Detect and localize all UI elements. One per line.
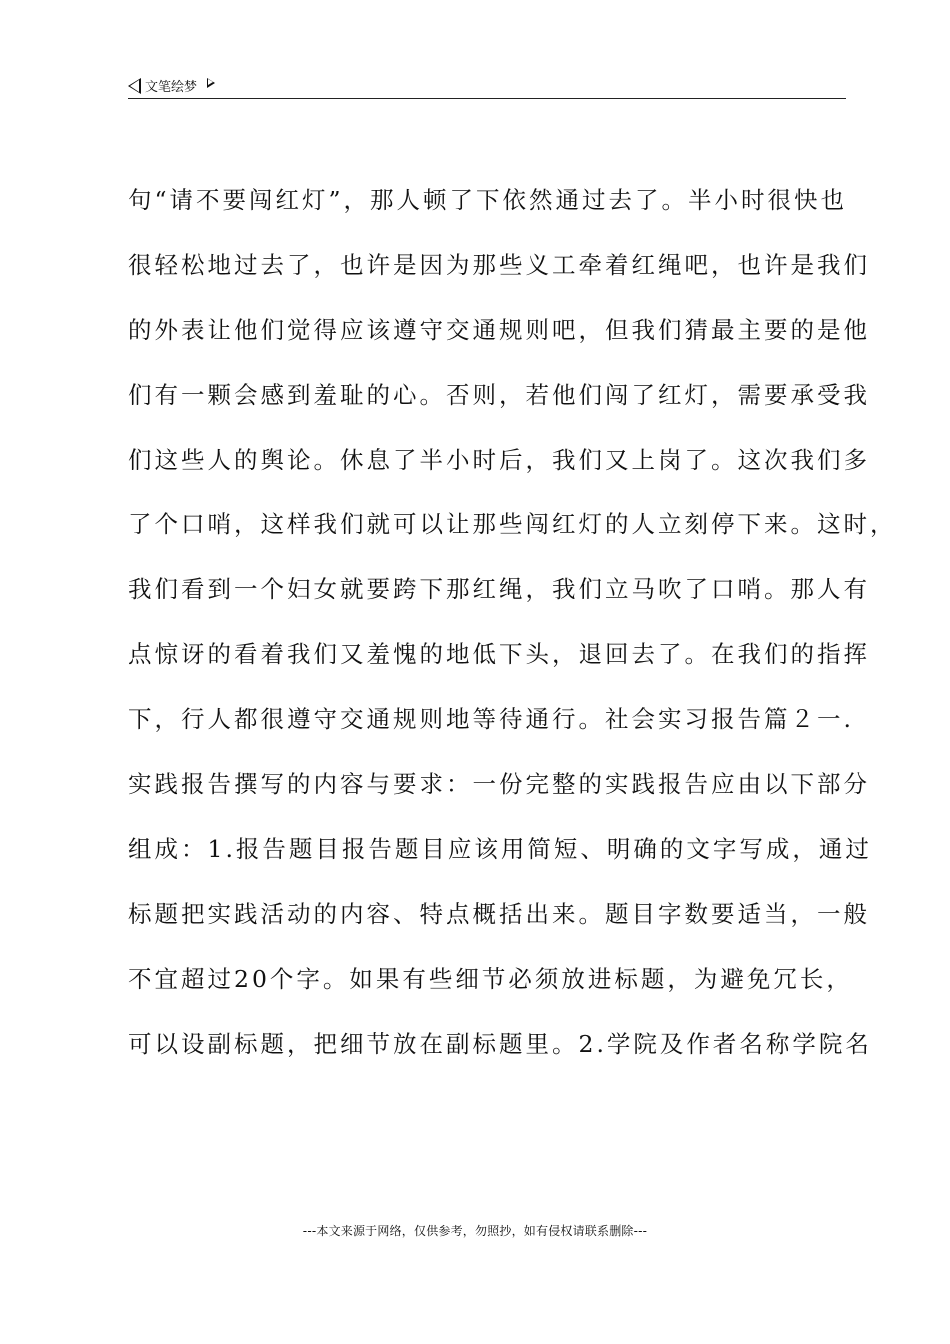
- triangle-left-icon: [128, 78, 141, 94]
- body-line: 们有一颗会感到羞耻的心。否则，若他们闯了红灯，需要承受我: [128, 380, 870, 409]
- triangle-right-icon: [207, 78, 215, 88]
- body-line: 点惊讶的看着我们又羞愧的地低下头，退回去了。在我们的指挥: [128, 640, 870, 669]
- body-line: 们这些人的舆论。休息了半小时后，我们又上岗了。这次我们多: [128, 445, 870, 474]
- body-line: 组成：1.报告题目报告题目应该用简短、明确的文字写成，通过: [128, 834, 872, 863]
- body-line: 句“请不要闯红灯”，那人顿了下依然通过去了。半小时很快也: [128, 186, 848, 214]
- body-line: 我们看到一个妇女就要跨下那红绳，我们立马吹了口哨。那人有: [128, 575, 870, 604]
- footer-disclaimer: ---本文来源于网络，仅供参考，勿照抄，如有侵权请联系删除---: [302, 1224, 648, 1238]
- body-line: 了个口哨，这样我们就可以让那些闯红灯的人立刻停下来。这时，: [128, 510, 897, 539]
- body-line: 不宜超过20个字。如果有些细节必须放进标题，为避免冗长，: [128, 964, 853, 993]
- body-line: 可以设副标题，把细节放在副标题里。2.学院及作者名称学院名: [128, 1029, 872, 1058]
- body-line: 实践报告撰写的内容与要求：一份完整的实践报告应由以下部分: [128, 770, 870, 799]
- document-body: [128, 172, 897, 1080]
- page-header: [128, 74, 846, 99]
- body-line: 的外表让他们觉得应该遵守交通规则吧，但我们猜最主要的是他: [128, 315, 870, 344]
- body-line: 标题把实践活动的内容、特点概括出来。题目字数要适当，一般: [128, 899, 870, 928]
- body-line: 下，行人都很遵守交通规则地等待通行。社会实习报告篇２一.: [128, 705, 854, 734]
- brand-title: 文笔绘梦: [145, 80, 198, 95]
- brand: [128, 76, 215, 95]
- body-line: 很轻松地过去了，也许是因为那些义工牵着红绳吧，也许是我们: [128, 250, 870, 279]
